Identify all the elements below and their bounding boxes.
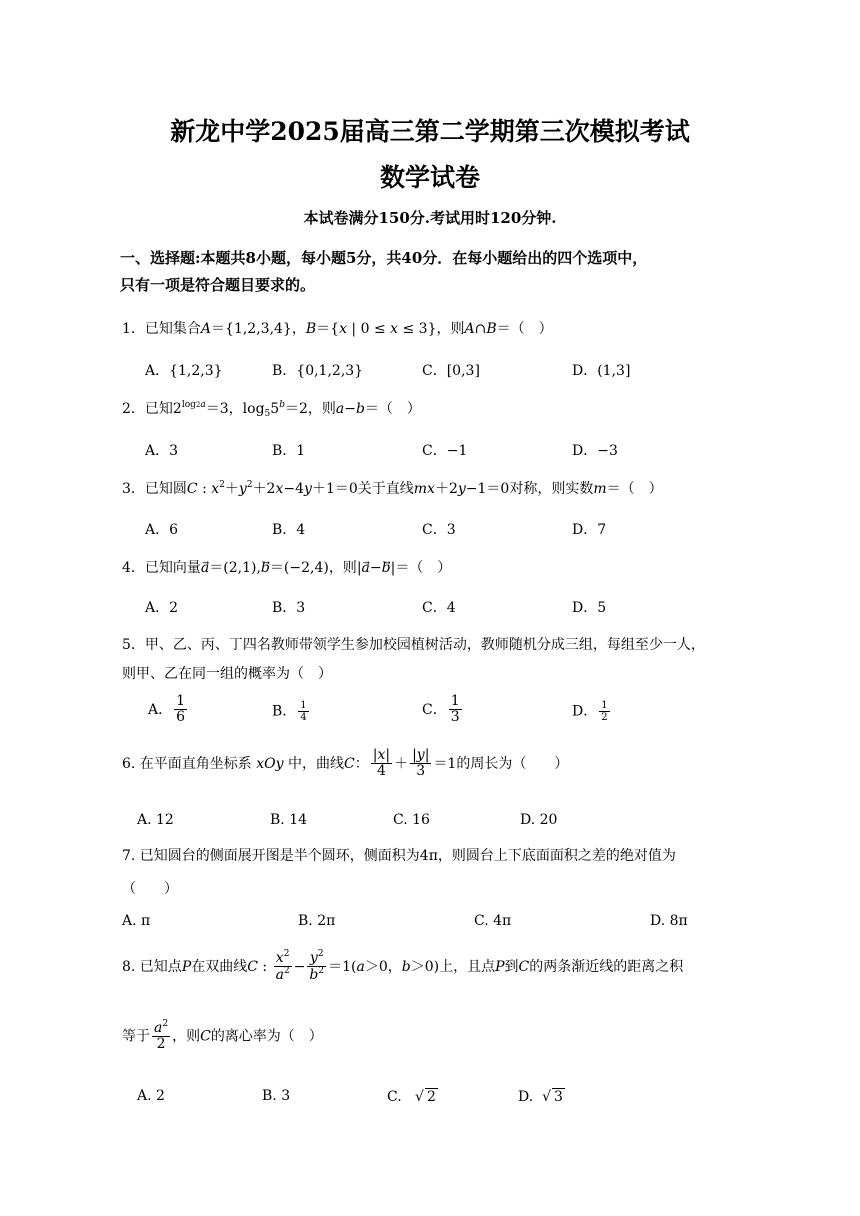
q3-option-b: B．4 <box>272 522 306 538</box>
q7-option-a: A. π <box>122 913 151 929</box>
question-5-line2: 则甲、乙在同一组的概率为（ ） <box>122 666 332 682</box>
q3-option-d: D．7 <box>572 522 607 538</box>
q6-option-c: C. 16 <box>393 812 430 828</box>
q5-option-a: A． $\frac{1}{6}$ <box>148 693 186 726</box>
q1-option-c: C．[0,3] <box>422 363 480 379</box>
q8-option-a: A. 2 <box>137 1088 165 1104</box>
q2-option-d: D．−3 <box>572 443 618 459</box>
question-5-line1: 5．甲、乙、丙、丁四名教师带领学生参加校园植树活动，教师随机分成三组，每组至少一人， <box>122 637 705 653</box>
question-7-line2: （ ） <box>122 881 178 897</box>
q4-option-b: B．3 <box>272 600 306 616</box>
question-8-line1: 8. 已知点P在双曲线C : $\frac{x^2}{a^2}$ − $\frac{y^2}{b^2}$ ＝1(a＞0，b＞0)上，且点P到C的两条渐近线的距离之积 <box>122 949 684 984</box>
question-4: 4．已知向量a⃗＝(2,1),b⃗＝(−2,4)，则|a⃗−b⃗|＝（ ） <box>122 560 452 576</box>
question-7-line1: 7. 已知圆台的侧面展开图是半个圆环，侧面积为4π，则圆台上下底面面积之差的绝对值为 <box>122 848 676 864</box>
exam-note: 本试卷满分150分.考试用时120分钟. <box>303 209 557 227</box>
q8-option-b: B. 3 <box>262 1088 291 1104</box>
exam-title: 新龙中学2025届高三第二学期第三次模拟考试 <box>170 117 690 146</box>
q3-option-c: C．3 <box>422 522 456 538</box>
question-6: 6. 在平面直角坐标系 xOy 中，曲线C： $\frac{|x|}{4}$ ＋ $\frac{|y|}{3}$ ＝1的周长为（ ） <box>122 747 569 780</box>
q2-option-a: A．3 <box>145 443 179 459</box>
q5-option-d: D． $\frac{1}{2}$ <box>572 700 608 723</box>
q4-option-a: A．2 <box>145 600 179 616</box>
section-heading-line2: 只有一项是符合题目要求的。 <box>120 276 316 294</box>
q1-option-d: D．(1,3] <box>572 363 631 379</box>
q7-option-d: D. 8π <box>650 913 688 929</box>
question-1: 1．已知集合A＝{1,2,3,4}，B＝{x | 0 ≤ x ≤ 3}，则A∩B＝（ ） <box>122 321 553 337</box>
q7-option-c: C. 4π <box>474 913 512 929</box>
q5-option-c: C． $\frac{1}{3}$ <box>422 693 460 726</box>
q2-option-b: B．1 <box>272 443 306 459</box>
section-heading-line1: 一、选择题:本题共8小题，每小题5分，共40分．在每小题给出的四个选项中， <box>120 249 648 267</box>
q5-option-b: B． $\frac{1}{4}$ <box>272 700 307 723</box>
q6-option-a: A. 12 <box>137 812 174 828</box>
q4-option-c: C．4 <box>422 600 456 616</box>
q7-option-b: B. 2π <box>298 913 336 929</box>
question-3: 3．已知圆C : $x^2+y^2+2x-4y+1=0$关于直线mx＋2y−1＝0对称，则实数m＝（ ） <box>122 480 663 497</box>
q6-option-b: B. 14 <box>270 812 308 828</box>
exam-subject: 数学试卷 <box>379 163 480 192</box>
q8-option-d: D. √ 3 <box>518 1089 563 1105</box>
q2-option-c: C．−1 <box>422 443 468 459</box>
q4-option-d: D．5 <box>572 600 607 616</box>
q6-option-d: D. 20 <box>520 812 558 828</box>
q8-option-c: C. √ 2 <box>387 1089 436 1105</box>
q3-option-a: A．6 <box>145 522 179 538</box>
question-2: 2．已知$2^{log2a}=3$，$\log_55^b=2$，则a−b＝（ ） <box>122 400 421 419</box>
q1-option-b: B．{0,1,2,3} <box>272 363 364 379</box>
question-8-line2: 等于 $\frac{a^2}{2}$ ，则C的离心率为（ ） <box>122 1019 323 1053</box>
q1-option-a: A．{1,2,3} <box>145 363 223 379</box>
